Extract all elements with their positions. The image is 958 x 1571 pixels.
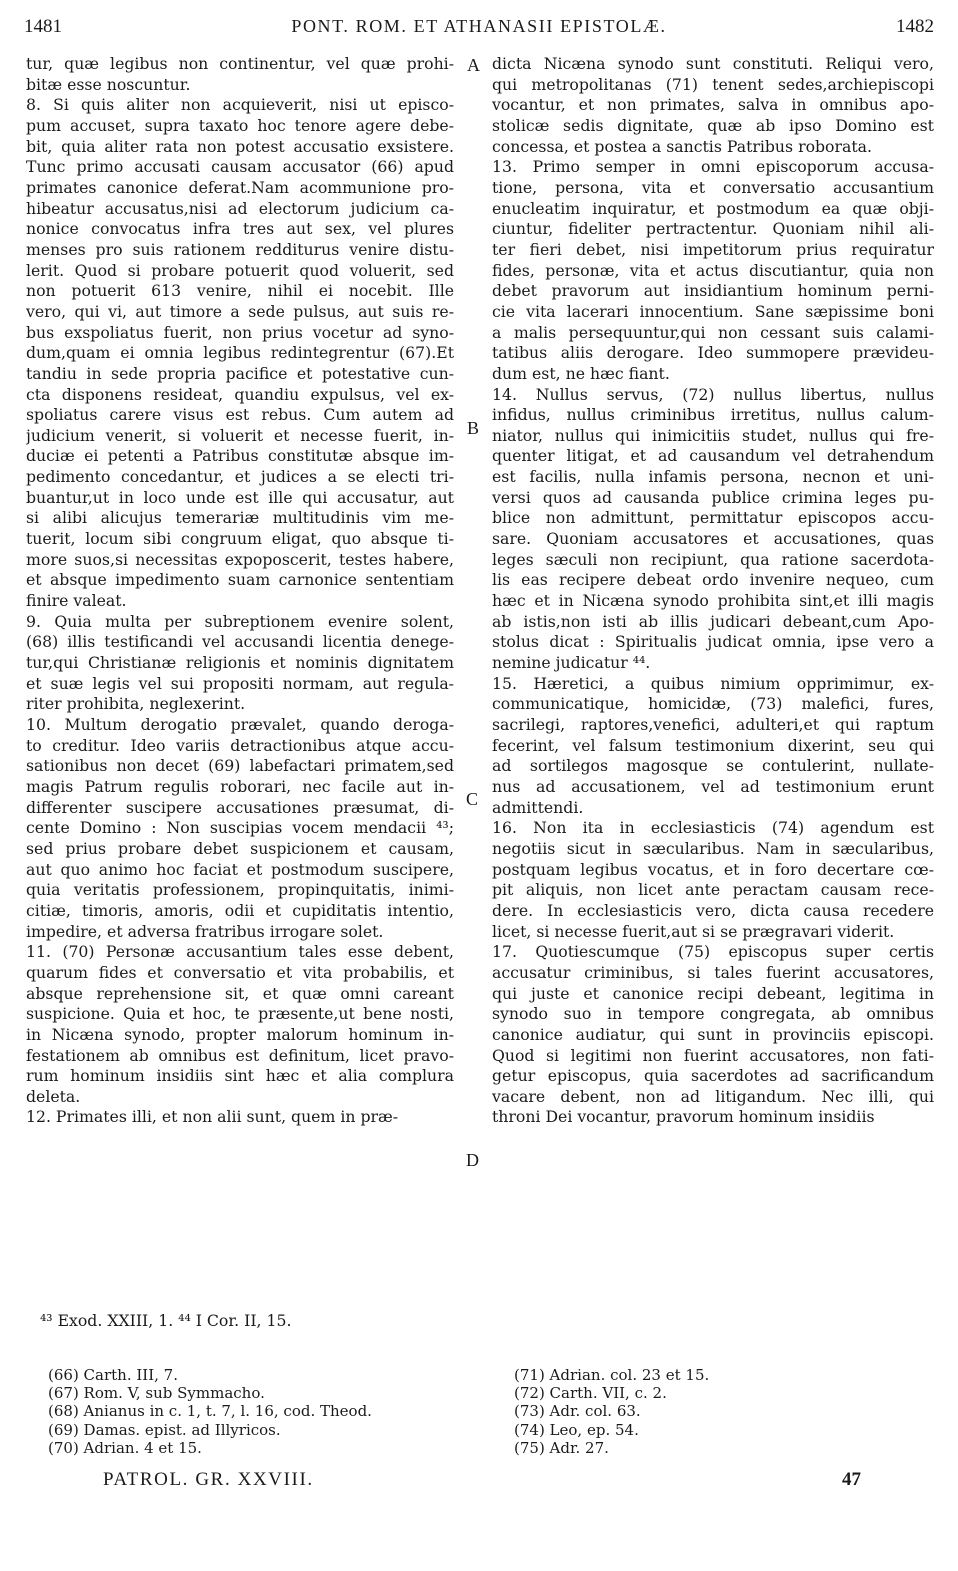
margin-letter-c: C — [466, 789, 479, 809]
text-line: getur episcopus, quia sacerdotes ad sacrificandum — [492, 1066, 934, 1086]
text-line: debet pravorum aut insidiantium hominum perni- — [492, 281, 934, 301]
text-line: quenter litigat, et ad causandum vel detrahendum — [492, 446, 934, 466]
text-line: negotiis sicut in sæcularibus. Nam in sæcularibus, — [492, 838, 934, 858]
text-line: dere. In ecclesiasticis vero, dicta causa recedere — [492, 900, 934, 920]
text-line: vacare debent, non ad litigandum. Nec illi, qui — [492, 1086, 934, 1106]
text-line: citiæ, timoris, amoris, odii et cupiditatis intentio, — [26, 900, 454, 920]
source-note: (71) Adrian. col. 23 et 15. — [514, 1366, 710, 1384]
text-line: infidus, nullus criminibus irretitus, nullus calum- — [492, 405, 934, 425]
text-line: vero, qui vi, aut timore a sede pulsus, aut suis re- — [26, 301, 454, 321]
text-line: 13. Primo semper in omni episcoporum accusa- — [492, 157, 934, 177]
text-line: more suos,si necessitas expoposcerit, testes habere, — [26, 549, 454, 569]
text-line: vocantur, et non primates, salva in omnibus apo- — [492, 95, 934, 115]
text-line: 11. (70) Personæ accusantium tales esse debent, — [26, 942, 454, 962]
text-line: menses pro suis rationem redditurus venire distu- — [26, 239, 454, 259]
text-line: tur,qui Christianæ religionis et nominis dignitatem — [26, 653, 454, 673]
text-line: bitæ esse noscuntur. — [26, 74, 191, 94]
text-line: buantur,ut in loco unde est ille qui accusatur, aut — [26, 487, 454, 507]
text-line: dum,quam ei omnia legibus redintegrentur (67).Et — [26, 343, 454, 363]
page-number-right: 1482 — [896, 16, 934, 37]
text-line: spoliatus carere visus est rebus. Cum autem ad — [26, 405, 454, 425]
right-column — [492, 54, 934, 1128]
text-line: si alibi alicujus temerariæ multitudinis vim me- — [26, 508, 454, 528]
text-line: a malis persequuntur,qui non cessant suis calami- — [492, 322, 934, 342]
text-line: est facilis, nulla infamis persona, necnon et uni- — [492, 467, 934, 487]
source-note: (73) Adr. col. 63. — [514, 1402, 641, 1421]
text-line: pedimento concedantur, et judices a se electi tri- — [26, 467, 454, 487]
text-line: magis Patrum regulis roborari, nec facile aut in- — [26, 776, 454, 796]
scripture-footnotes: ⁴³ Exod. XXIII, 1. ⁴⁴ I Cor. II, 15. — [40, 1311, 292, 1330]
text-line: impedire, et adversa fratribus irrogare solet. — [26, 921, 384, 941]
text-line: nus ad accusationem, vel ad testimonium erunt — [492, 776, 934, 796]
text-line: dum est, ne hæc fiant. — [492, 363, 670, 383]
text-line: non potuerit 613 venire, nihil ei nocebit. Ille — [26, 281, 454, 301]
text-line: suspicione. Quia et hoc, te præsente,ut bene nosti, — [26, 1004, 454, 1024]
text-line: sare. Quoniam accusatores et accusationes, quas — [492, 529, 934, 549]
text-line: lis eas recipere debeat ordo invenire nequeo, cum — [492, 570, 934, 590]
text-line: hibeatur accusatus,nisi ad electorum judicium ca- — [26, 198, 454, 218]
text-line: enucleatim inquiratur, et postmodum ea quæ obji- — [492, 198, 934, 218]
text-line: tione, persona, vita et conversatio accusantium — [492, 177, 934, 197]
text-line: cente Domino : Non suscipias vocem mendacii ⁴³; — [26, 818, 454, 838]
text-line: ciuntur, fideliter pertractentur. Quoniam nihil ali- — [492, 219, 934, 239]
text-line: qui juste et canonice recipi debeant, legitima in — [492, 983, 934, 1003]
source-note: (70) Adrian. 4 et 15. — [48, 1438, 202, 1457]
text-line: ter fieri debet, nisi impetitorum prius requiratur — [492, 239, 934, 259]
text-line: concessa, et postea a sanctis Patribus roborata. — [492, 136, 872, 156]
text-line: cie vita lacerari innocentium. Sane sæpissime boni — [492, 301, 934, 321]
text-line: 12. Primates illi, et non alii sunt, quem in præ- — [26, 1107, 399, 1127]
text-line: 14. Nullus servus, (72) nullus libertus, nullus — [492, 384, 934, 404]
text-line: versi quos ad causanda publice crimina leges pu- — [492, 487, 934, 507]
margin-letter-a: A — [467, 55, 480, 75]
text-line: absque reprehensione sit, et quæ omni careant — [26, 983, 454, 1003]
text-line: stolus dicat : Spiritualis judicat omnia, ipse vero a — [492, 632, 934, 652]
text-line: (68) illis testificandi vel accusandi licentia denege- — [26, 632, 454, 652]
source-notes-left — [48, 1366, 372, 1457]
text-line: Quod si legitimi non fuerint accusatores, non fati- — [492, 1045, 934, 1065]
text-line: blice non admittunt, permittatur episcopos accu- — [492, 508, 934, 528]
text-line: rum hominum insidiis sint hæc et alia complura — [26, 1066, 454, 1086]
running-title: PONT. ROM. ET ATHANASII EPISTOLÆ. — [291, 16, 667, 36]
text-line: primates canonice deferat.Nam acommunione pro- — [26, 177, 454, 197]
text-line: sationibus non decet (69) labefactari primatem,sed — [26, 756, 454, 776]
text-line: leges sæculi non recipiunt, qua ratione sacerdota- — [492, 549, 934, 569]
text-line: 17. Quotiescumque (75) episcopus super certis — [492, 942, 934, 962]
text-line: 10. Multum derogatio prævalet, quando deroga- — [26, 715, 454, 734]
text-line: riter prohibita, neglexerint. — [26, 694, 246, 714]
text-line: throni Dei vocantur, pravorum hominum insidiis — [492, 1107, 875, 1127]
text-line: communicatique, homicidæ, (73) malefici, fures, — [492, 694, 934, 714]
text-line: finire valeat. — [26, 591, 127, 611]
text-line: pum accuset, supra taxato hoc tenore agere debe- — [26, 115, 454, 135]
text-line: nemine judicatur ⁴⁴. — [492, 653, 651, 673]
text-line: niator, nullus qui inimicitiis studet, nullus qui fre- — [492, 425, 934, 445]
text-line: stolicæ sedis dignitate, quæ ab ipso Domino est — [492, 115, 934, 135]
text-line: lerit. Quod si probare potuerit quod voluerit, sed — [26, 260, 454, 280]
text-line: pit aliquis, non licet ante peractam causam rece- — [492, 880, 934, 900]
running-header — [24, 16, 934, 42]
text-line: deleta. — [26, 1086, 81, 1106]
text-line: sacrilegi, raptores,venefici, adulteri,et qui raptum — [492, 715, 934, 734]
margin-letter-d: D — [466, 1150, 479, 1170]
source-note: (74) Leo, ep. 54. — [514, 1420, 639, 1439]
text-line: quarum fides et conversatio et vita probabilis, et — [26, 962, 454, 982]
text-line: quia veritatis professionem, propinquitatis, inimi- — [26, 880, 454, 900]
text-line: ab istis,non isti ab illis judicari debeant,cum Apo- — [492, 611, 934, 631]
text-line: tandiu in sede propria pacifice et potestative cun- — [26, 363, 454, 383]
margin-letter-b: B — [467, 418, 480, 438]
text-line: 8. Si quis aliter non acquieverit, nisi ut episco- — [26, 95, 454, 115]
text-line: Tunc primo accusati causam accusator (66) apud — [26, 157, 454, 177]
source-note: (68) Anianus in c. 1, t. 7, l. 16, cod. Theod. — [48, 1402, 372, 1421]
text-line: 16. Non ita in ecclesiasticis (74) agendum est — [492, 818, 934, 838]
text-line: tur, quæ legibus non continentur, vel quæ prohi- — [26, 54, 454, 73]
text-line: hæc et in Nicæna synodo prohibita sint,et illi magis — [492, 591, 934, 611]
sheet-number: 47 — [842, 1469, 861, 1490]
source-notes-right — [514, 1366, 709, 1457]
source-note: (69) Damas. epist. ad Illyricos. — [48, 1420, 281, 1439]
text-line: bus exspoliatus fuerit, non prius vocetur ad syno- — [26, 322, 454, 342]
text-line: cta disponens resideat, quandiu expulsus, vel ex- — [26, 384, 454, 404]
text-line: sed prius probare debet suspicionem et causam, — [26, 838, 454, 858]
text-line: fides, personæ, vita et actus discutiantur, quia non — [492, 260, 934, 280]
text-line: synodo suo in tempore congregata, ab omnibus — [492, 1004, 934, 1024]
text-line: 15. Hæretici, a quibus nimium opprimimur, ex- — [492, 673, 934, 693]
text-line: postquam legibus vocatus, et in foro decertare cœ- — [492, 859, 934, 879]
text-line: tuerit, locum sibi congruum eligat, quo absque ti- — [26, 529, 454, 549]
text-line: to creditur. Ideo variis detractionibus atque accu- — [26, 735, 454, 755]
left-column — [26, 54, 454, 1128]
text-line: nonice convocatus infra tres aut sex, vel plures — [26, 219, 454, 239]
text-line: in Nicæna synodo, propter malorum hominum in- — [26, 1024, 454, 1044]
text-line: licet, si necesse fuerit,aut si se prægravari viderit. — [492, 921, 895, 941]
text-line: qui metropolitanas (71) tenent sedes,archiepiscopi — [492, 74, 934, 94]
text-line: et absque impedimento suam carnonice sententiam — [26, 570, 454, 590]
text-line: bit, quia aliter rata non potest accusatio exsistere. — [26, 136, 454, 156]
text-line: aut quo animo hoc faciat et postmodum suscipere, — [26, 859, 454, 879]
series-footer: PATROL. GR. XXVIII. — [103, 1469, 314, 1490]
text-line: festationem ab omnibus est definitum, licet pravo- — [26, 1045, 454, 1065]
source-note: (67) Rom. V, sub Symmacho. — [48, 1384, 265, 1403]
text-line: duciæ ei petenti a Patribus constitutæ absque im- — [26, 446, 454, 466]
text-line: tatibus aliis derogare. Ideo summopere prævideu- — [492, 343, 934, 363]
text-line: dicta Nicæna synodo sunt constituti. Reliqui vero, — [492, 54, 934, 73]
text-line: canonice audiatur, qui sunt in provinciis episcopi. — [492, 1024, 934, 1044]
text-line: 9. Quia multa per subreptionem evenire solent, — [26, 611, 454, 631]
text-line: et suæ legis vel sui propositi normam, aut regula- — [26, 673, 454, 693]
text-line: accusatur criminibus, si tales fuerint accusatores, — [492, 962, 934, 982]
text-line: fecerint, vel falsum testimonium dixerint, seu qui — [492, 735, 934, 755]
text-line: admittendi. — [492, 797, 584, 817]
source-note: (72) Carth. VII, c. 2. — [514, 1384, 667, 1403]
source-note: (75) Adr. 27. — [514, 1438, 609, 1457]
text-line: ad sortilegos magosque se contulerint, nullate- — [492, 756, 934, 776]
source-note: (66) Carth. III, 7. — [48, 1366, 178, 1384]
text-line: differenter suscipere accusationes præsumat, di- — [26, 797, 454, 817]
text-line: judicium venerit, si voluerit et necesse fuerit, in- — [26, 425, 454, 445]
page-number-left: 1481 — [24, 16, 62, 37]
